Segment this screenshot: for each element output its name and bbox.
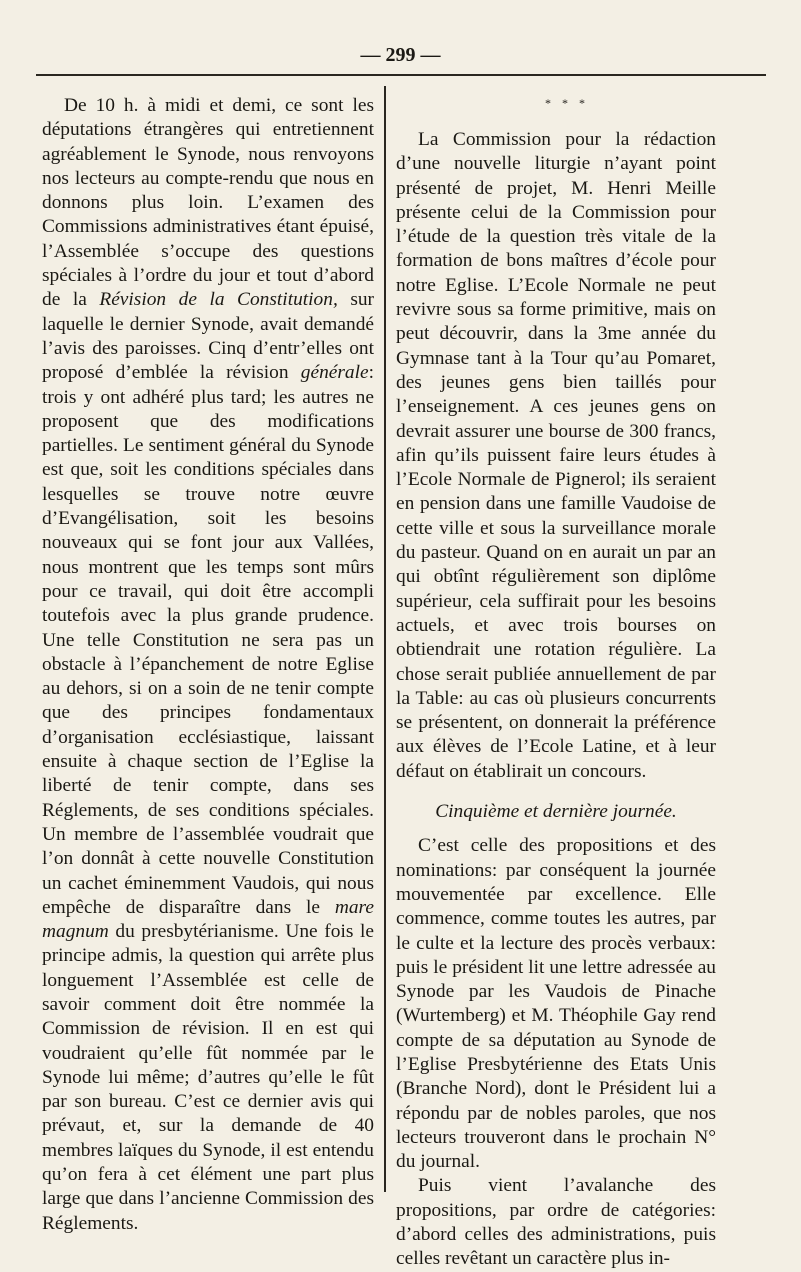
- emphasis-mare-magnum: mare magnum: [42, 896, 374, 943]
- text-run: : trois y ont adhéré plus tard; les autres ne proposent que des modifications partielles. Le sentiment général du Synode est que, soit les conditions spéciales dans lesquelles se trouve notre œuvre d’Evangélisation, soit les besoins nouveaux qui se font jour aux Vallées, nous montrent que les temps sont mûrs pour ce travail, qui doit être accompli toutefois avec la plus grande prudence. Une telle Constitution ne sera pas un obstacle à l’épanchement de notre Eglise au dehors, si on a soin de ne tenir compte que des principes fondamentaux d’organisation ecclésiastique, laissant ensuite à chaque section de l’Eglise la liberté de tenir compte, dans ses Réglements, de ses conditions spéciales. Un membre de l’assemblée voudrait que l’on donnât à cette nouvelle Constitution un cachet éminemment Vaudois, qui nous empêche de disparaître dans le: [42, 362, 374, 918]
- right-paragraph-fifth-day: C’est celle des propositions et des nominations: par conséquent la journée mouvementée par excellence. Elle commence, comme toutes les autres, par le culte et la lecture des procès verbaux: puis le président lit une lettre adressée au Synode par les Vaudois de Pinache (Wurtemberg) et M. Théophile Gay rend compte de sa députation au Synode de l’Eglise Presbytérienne des Etats Unis (Branche Nord), dont le Président lui a répondu par de nobles paroles, que nos lecteurs trouveront dans le prochain N° du journal.: [396, 835, 716, 1173]
- text-run: De 10 h. à midi et demi, ce sont les députations étrangères qui entretiennent agréablement le Synode, nous renvoyons nos lecteurs au compte-rendu que nous en donnons plus loin. L’examen des Commissions administratives étant épuisé, l’Assemblée s’occupe des questions spéciales à l’ordre du jour et tout d’abord de la: [42, 95, 374, 311]
- asterism: * * *: [545, 96, 589, 110]
- text-run: du presbytérianisme. Une fois le principe admis, la question qui arrête plus longuement l’Assemblée est celle de savoir comment doit être nommée la Commission de révision. Il en est qui voudraient qu’elle fût nommée par le Synode lui même; d’autres qu’elle le fût par son bureau. C’est ce dernier avis qui prévaut, et, sur la demande de 40 membres laïques du Synode, il est entendu qu’on fera à cet élément une part plus large que dans l’ancienne Commission des Réglements.: [42, 921, 374, 1234]
- right-paragraph-propositions: Puis vient l’avalanche des propositions, par ordre de catégories: d’abord celles des administrations, puis celles revêtant un caractère plus in-: [396, 1175, 716, 1270]
- emphasis-generale: générale: [300, 362, 369, 384]
- emphasis-revision: Révision de la Constitution,: [99, 289, 338, 311]
- page-number: — 299 —: [360, 44, 441, 66]
- left-column: [42, 94, 374, 1236]
- text-run: sur laquelle le dernier Synode, avait demandé l’avis des paroisses. Cinq d’entr’elles ont proposé d’emblée la révision: [42, 289, 375, 384]
- right-paragraph-commission: La Commission pour la rédaction d’une nouvelle liturgie n’ayant point présenté de projet, M. Henri Meille présente celui de la Commission pour l’étude de la question très vitale de la formation de bons maîtres d’école pour notre Eglise. L’Ecole Normale ne peut revivre sous sa forme primitive, mais on peut découvrir, dans la 3me année du Gymnase tant à la Tour qu’au Pomaret, des jeunes gens bien taillés pour l’enseignement. A ces jeunes gens on devrait assurer une bourse de 300 francs, afin qu’ils puissent faire leurs études à l’Ecole Normale de Pignerol; ils seraient en pension dans une famille Vaudoise de cette ville et sous la surveillance morale du pasteur. Quand on en aurait un par an qui obtînt régulièrement son diplôme supérieur, cela suffirait pour les besoins actuels, et avec trois bourses on obtiendrait une rotation régulière. La chose serait publiée annuellement de par la Table: au cas où plusieurs concurrents se présentent, on donnerait la préférence aux élèves de l’Ecole Latine, et à leur défaut on établirait un concours.: [396, 129, 716, 782]
- left-paragraph-constitution: [42, 94, 374, 1236]
- header-rule: [36, 74, 766, 76]
- right-column: [396, 94, 716, 1272]
- section-heading: Cinquième et dernière journée.: [435, 801, 677, 823]
- column-divider: [384, 86, 386, 1192]
